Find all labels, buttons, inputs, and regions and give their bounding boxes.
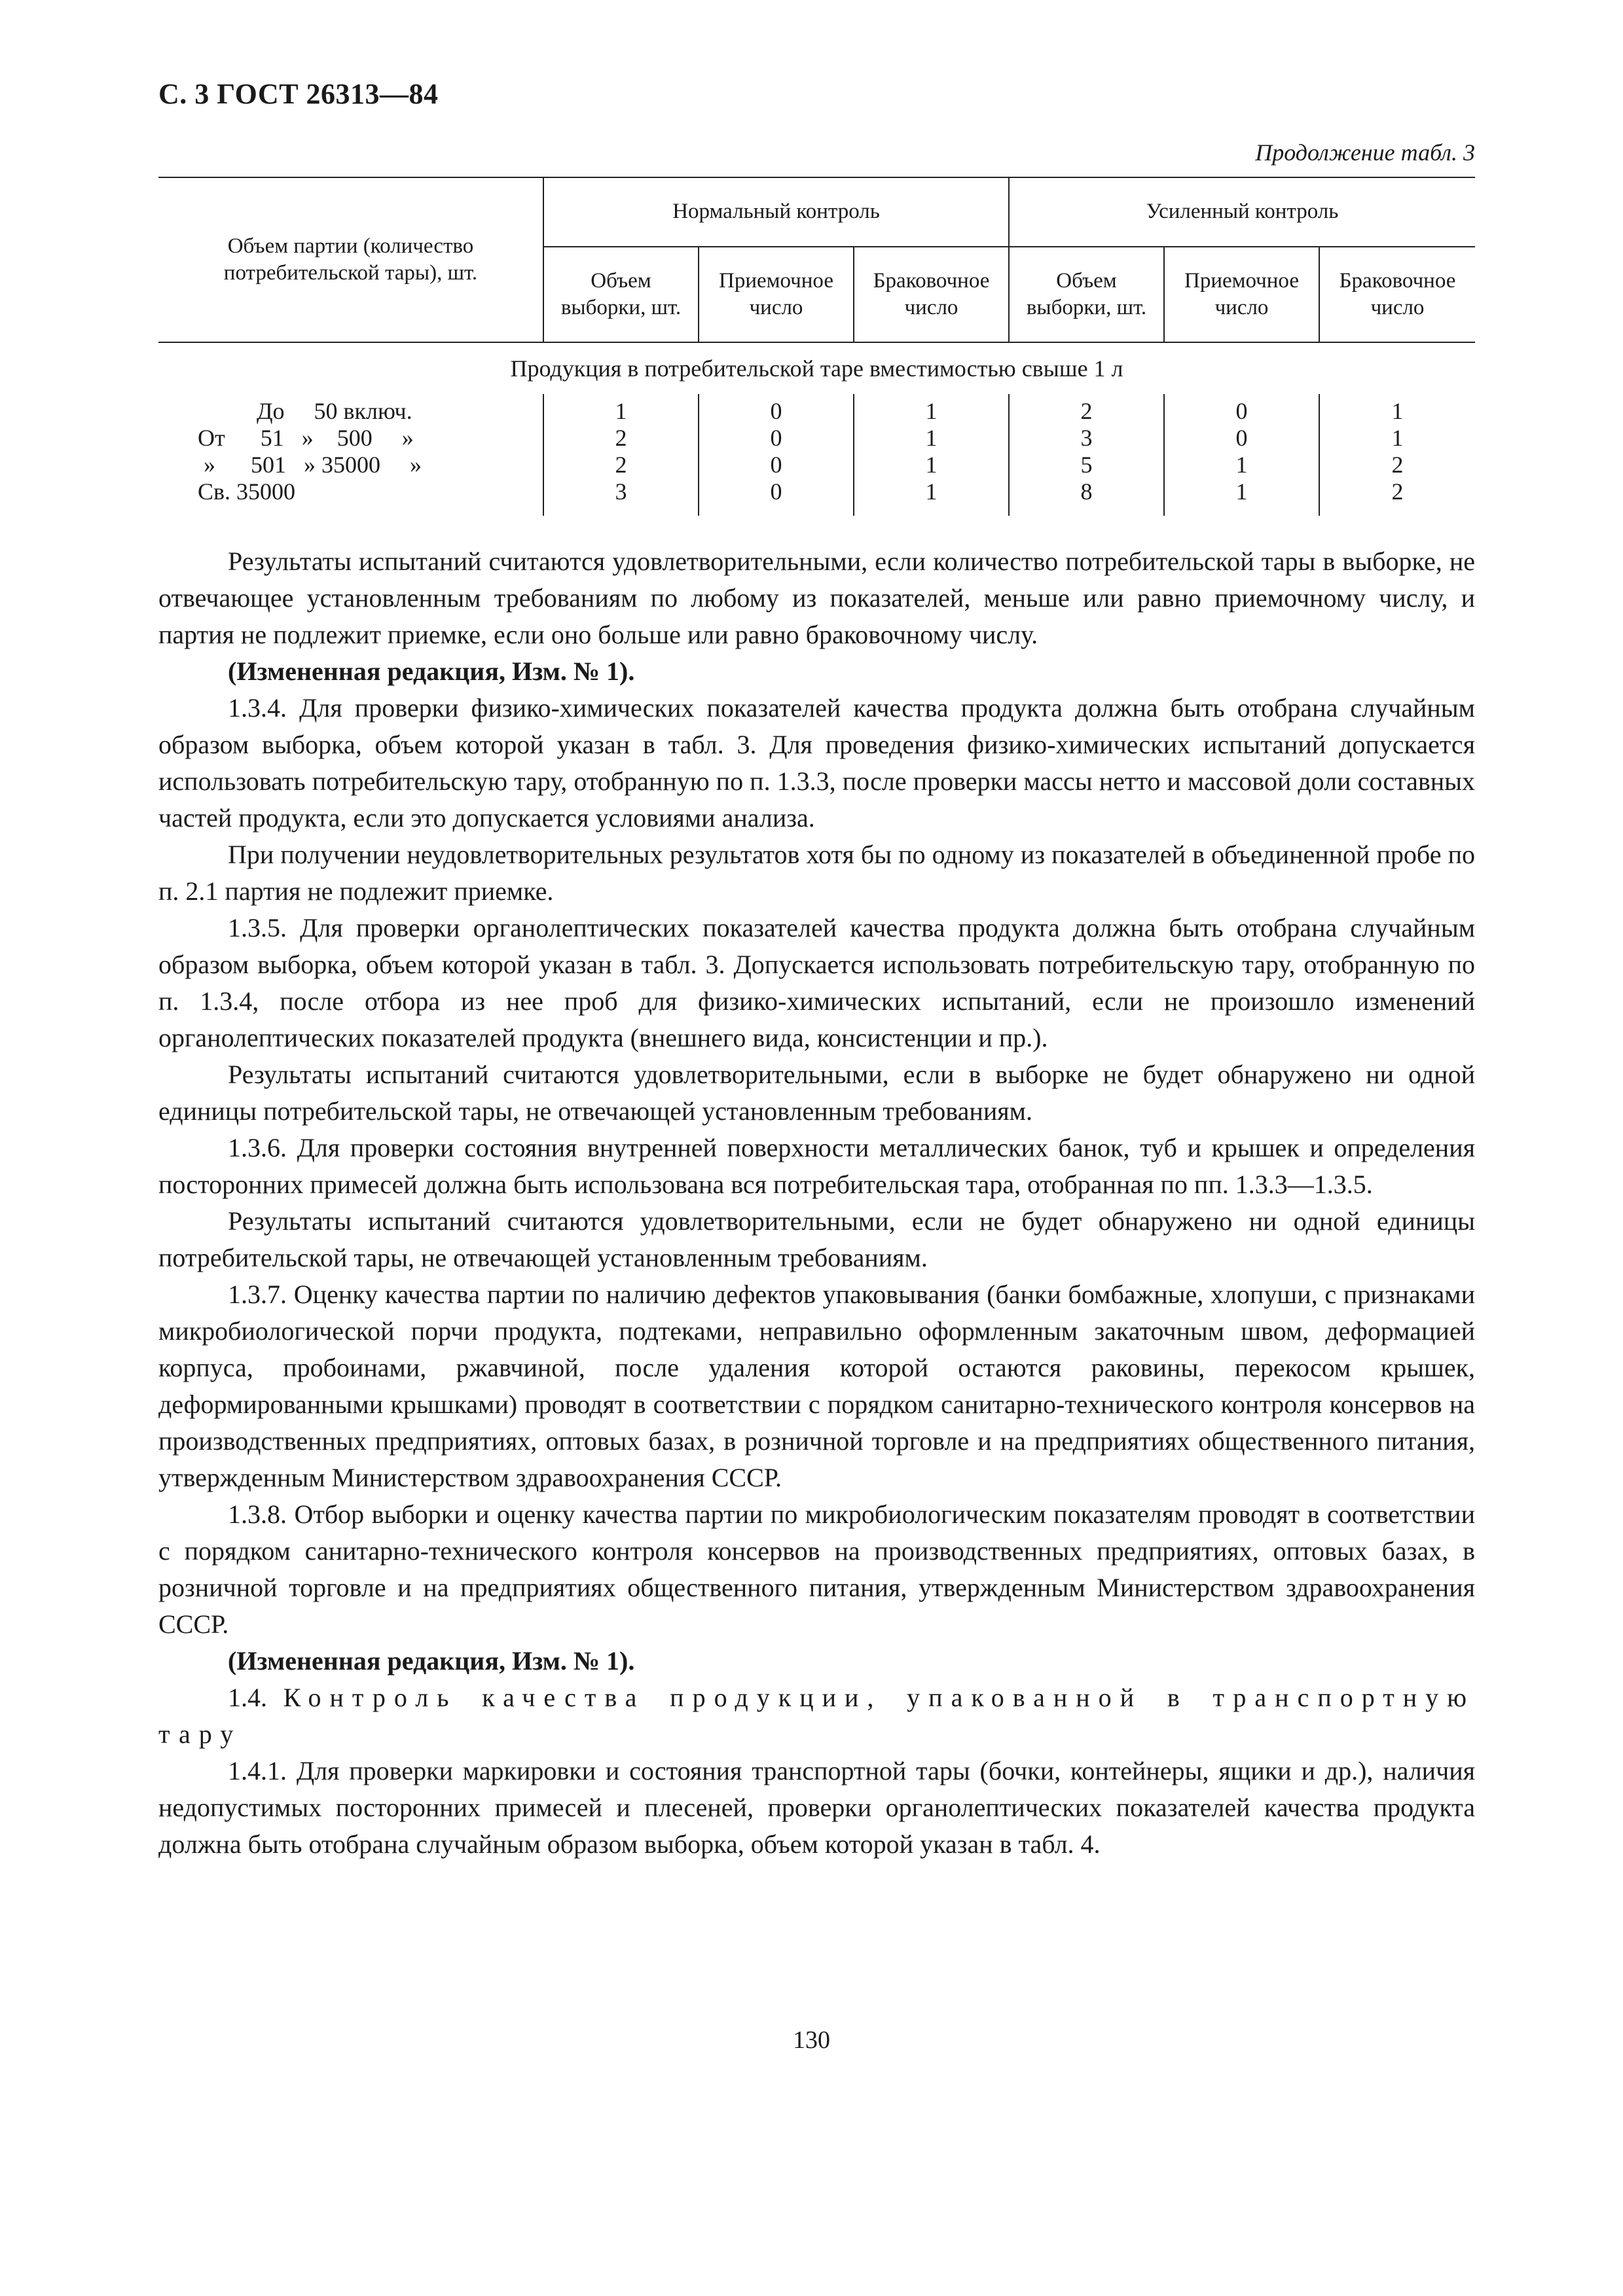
column-header-sample-volume: Объем выборки, шт. [543,247,699,342]
table-cell: 1 [925,478,938,505]
section-heading [158,1679,1475,1753]
paragraph: Результаты испытаний считаются удовлетворительными, если количество потребительской тары в выборке, не отвечающее установленным требованиям по любому из показателей, меньше или равно приемочному числу, и партия не подлежит приемке, если оно больше или равно браковочному числу. [158,547,1475,649]
strict-rejection-values [1319,394,1475,516]
section-title: Контроль качества продукции, упакованной в транспортную тару [158,1683,1475,1749]
table-cell: 2 [615,425,627,451]
column-group-normal-control: Нормальный контроль [543,177,1009,247]
column-header-acceptance-number: Приемочное число [699,247,854,342]
lot-size-labels [158,394,543,516]
table-cell: 0 [770,452,782,478]
table-cell: 0 [1235,398,1248,424]
table-cell: 2 [1080,398,1093,424]
page-number: 130 [793,2026,830,2054]
table-cell: 0 [770,425,782,451]
strict-sample-volume-values [1009,394,1164,516]
column-header-lot-size: Объем партии (количество потребительской тары), шт. [158,177,543,342]
paragraph: 1.3.6. Для проверки состояния внутренней поверхности металлических банок, туб и крышек и определения посторонних примесей должна быть использована вся потребительская тара, отобранная по пп. 1.3.3—1.3.5. [158,1133,1475,1199]
table-row [158,394,1475,516]
table-cell: 0 [770,478,782,505]
column-header-rejection-number: Браковочное число [854,247,1009,342]
amendment-note: (Измененная редакция, Изм. № 1). [228,1646,635,1676]
paragraph: 1.3.5. Для проверки органолептических показателей качества продукта должна быть отобрана случайным образом выборка, объем которой указан в табл. 3. Допускается использовать потребительскую тару, отобранную по п. 1.3.4, после отбора из нее проб для физико-химических испытаний, если не произошло изменений органолептических показателей продукта (внешнего вида, консистенции и пр.). [158,913,1475,1052]
table-section-title: Продукция в потребительской таре вместимостью свыше 1 л [510,355,1123,382]
sampling-table [158,177,1475,516]
table-cell: 1 [1391,425,1404,451]
page-header: С. 3 ГОСТ 26313—84 [158,78,439,110]
lot-size-label: » 501 » 35000 » [198,452,422,478]
section-number: 1.4. [228,1683,283,1712]
paragraph: Результаты испытаний считаются удовлетворительными, если в выборке не будет обнаружено ни одной единицы потребительской тары, не отвечающей установленным требованиям. [158,1060,1475,1126]
table-cell: 0 [770,398,782,424]
paragraph: При получении неудовлетворительных результатов хотя бы по одному из показателей в объединенной пробе по п. 2.1 партия не подлежит приемке. [158,840,1475,906]
table-cell: 0 [1235,425,1248,451]
paragraph: 1.3.7. Оценку качества партии по наличию дефектов упаковывания (банки бомбажные, хлопуши, с признаками микробиологической порчи продукта, подтеками, неправильно оформленным закаточным швом, деформацией корпуса, пробоинами, ржавчиной, после удаления которой остаются раковины, перекосом крышек, деформированными крышками) проводят в соответствии с порядком санитарно-технического контроля консервов на производственных предприятиях, оптовых базах, в розничной торговле и на предприятиях общественного питания, утвержденным Министерством здравоохранения СССР. [158,1280,1475,1492]
table-continuation-caption: Продолжение табл. 3 [1255,139,1475,166]
column-header-acceptance-number: Приемочное число [1164,247,1319,342]
table-cell: 1 [615,398,627,424]
table-cell: 1 [925,398,938,424]
paragraph: 1.3.4. Для проверки физико-химических показателей качества продукта должна быть отобрана случайным образом выборка, объем которой указан в табл. 3. Для проведения физико-химических испытаний допускается использовать потребительскую тару, отобранную по п. 1.3.3, после проверки массы нетто и массовой доли составных частей продукта, если это допускается условиями анализа. [158,693,1475,833]
body-text [158,543,1475,1863]
table-cell: 3 [615,478,627,505]
paragraph: 1.4.1. Для проверки маркировки и состояния транспортной тары (бочки, контейнеры, ящики и др.), наличия недопустимых посторонних примесей и плесеней, проверки органолептических показателей качества продукта должна быть отобрана случайным образом выборка, объем которой указан в табл. 4. [158,1756,1475,1859]
strict-acceptance-values [1164,394,1319,516]
table-cell: 1 [925,425,938,451]
table-cell: 2 [615,452,627,478]
normal-sample-volume-values [543,394,699,516]
normal-rejection-values [854,394,1009,516]
table-cell: 1 [1235,452,1248,478]
amendment-note: (Измененная редакция, Изм. № 1). [228,656,635,686]
column-header-sample-volume: Объем выборки, шт. [1009,247,1164,342]
column-header-rejection-number: Браковочное число [1319,247,1475,342]
column-group-strict-control: Усиленный контроль [1009,177,1475,247]
table-cell: 5 [1080,452,1093,478]
table-cell: 3 [1080,425,1093,451]
table-cell: 8 [1080,478,1093,505]
table-cell: 1 [1235,478,1248,505]
table-cell: 1 [1391,398,1404,424]
lot-size-label: Св. 35000 [198,478,296,505]
table-cell: 2 [1391,478,1404,505]
paragraph: 1.3.8. Отбор выборки и оценку качества партии по микробиологическим показателям проводят в соответствии с порядком санитарно-технического контроля консервов на производственных предприятиях, оптовых базах, в розничной торговле и на предприятиях общественного питания, утвержденным Министерством здравоохранения СССР. [158,1499,1475,1639]
lot-size-label: От 51 » 500 » [198,425,414,451]
normal-acceptance-values [699,394,854,516]
table-cell: 1 [925,452,938,478]
table-cell: 2 [1391,452,1404,478]
paragraph: Результаты испытаний считаются удовлетворительными, если не будет обнаружено ни одной единицы потребительской тары, не отвечающей установленным требованиям. [158,1206,1475,1272]
lot-size-label: До 50 включ. [198,398,412,424]
